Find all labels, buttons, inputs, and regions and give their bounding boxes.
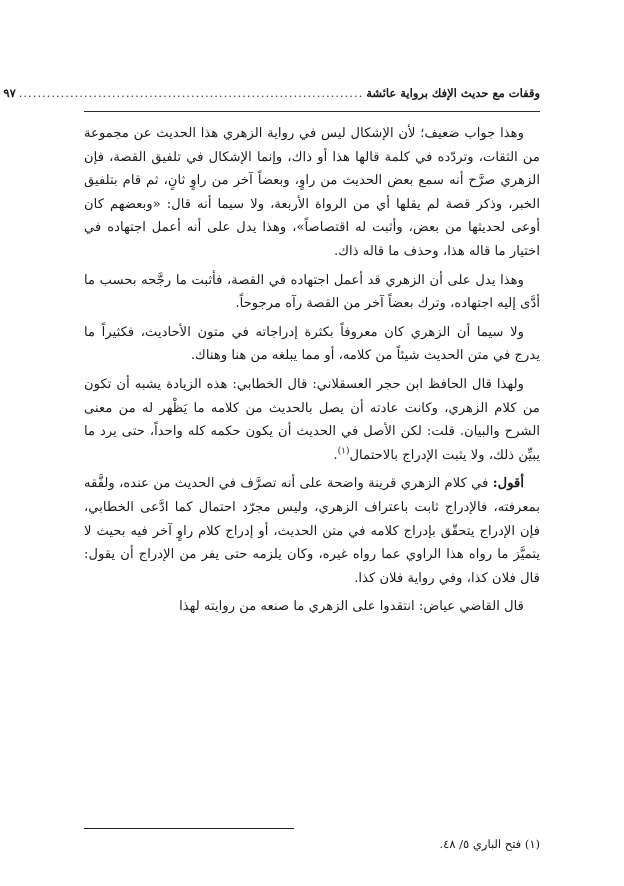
footnote: (١) فتح الباري ٥/ ٤٨. xyxy=(439,837,540,851)
running-header xyxy=(3,86,540,112)
footnote-reference[interactable]: (١) xyxy=(337,446,350,457)
paragraph-5 xyxy=(84,472,540,590)
paragraph-5-lead: أقول: xyxy=(492,476,524,492)
paragraph-2: وهذا يدل على أن الزهري قد أعمل اجتهاده في القصة، فأثبت ما رجَّحه بحسب ما أدَّى إليه اجتهاده، وترك بعضاً آخر من القصة رآه مرجوحاً. xyxy=(84,272,540,312)
paragraph-6: قال القاضي عياض: انتقدوا على الزهري ما صنعه من روايته لهذا xyxy=(179,599,524,615)
body-text xyxy=(84,122,540,619)
paragraph-1: وهذا جواب ضعيف؛ لأن الإشكال ليس في رواية الزهري هذا الحديث عن مجموعة من الثقات، وتردّده في كلمة قالها هذا أو ذاك، وإنما الإشكال في تلفيق القصة، فإن الزهري صرَّح أنه سمع بعض الحديث من راوٍ، وبعضاً آخر من راوٍ ثانٍ، ثم قام بتلفيق الخبر، وذكر قصة لم يقلها أي من الرواة الأربعة، ولا سيما أنه قال: «وبعضهم كان أوعى لحديثها من بعض، وأثبت له اقتصاصاً»، وهذا يدل على أنه أعمل اجتهاده في اختيار ما قاله هذا، وحذف ما قاله ذاك. xyxy=(84,126,540,259)
paragraph-4 xyxy=(84,373,540,467)
page-number: ٩٧ xyxy=(3,86,16,100)
footnote-divider xyxy=(84,828,294,829)
paragraph-3: ولا سيما أن الزهري كان معروفاً بكثرة إدراجاته في متون الأحاديث، فكثيراً ما يدرج في متن الحديث شيئاً من كلامه، أو مما يبلغه من هنا وهناك. xyxy=(84,324,540,364)
chapter-title: وقفات مع حديث الإفك برواية عائشة xyxy=(366,86,540,100)
book-page xyxy=(3,86,540,851)
paragraph-4-end: . xyxy=(333,447,338,463)
paragraph-5-text: في كلام الزهري قرينة واضحة على أنه تصرَّف في الحديث من عنده، ولفَّقه بمعرفته، فالإدراج ثابت باعتراف الزهري، وليس مجرّد احتمال كما ادَّعى الخطابي، فإن الإدراج يتحقّق بإدراج كلامه في متن الحديث، أو إدراج كلام راوٍ آخر فيه بحيث لا يتميَّز ما رواه هذا الراوي عما رواه غيره، وكان يلزمه حتى يفر من الإدراج أن يقول: قال فلان كذا، وفي رواية فلان كذا. xyxy=(84,476,540,586)
dot-leader: .......................................................................... xyxy=(18,86,364,100)
paragraph-4-text: ولهذا قال الحافظ ابن حجر العسقلاني: قال الخطابي: هذه الزيادة يشبه أن تكون من كلام الزهري، وكانت عادته أن يصل بالحديث من كلامه ما يَظْهر له من معنى الشرح والبيان. قلت: لكن الأصل في الحديث أن يكون حكمه كله واحداً، حتى يرد ما يبيِّن ذلك، ولا يثبت الإدراج بالاحتمال xyxy=(84,376,540,463)
